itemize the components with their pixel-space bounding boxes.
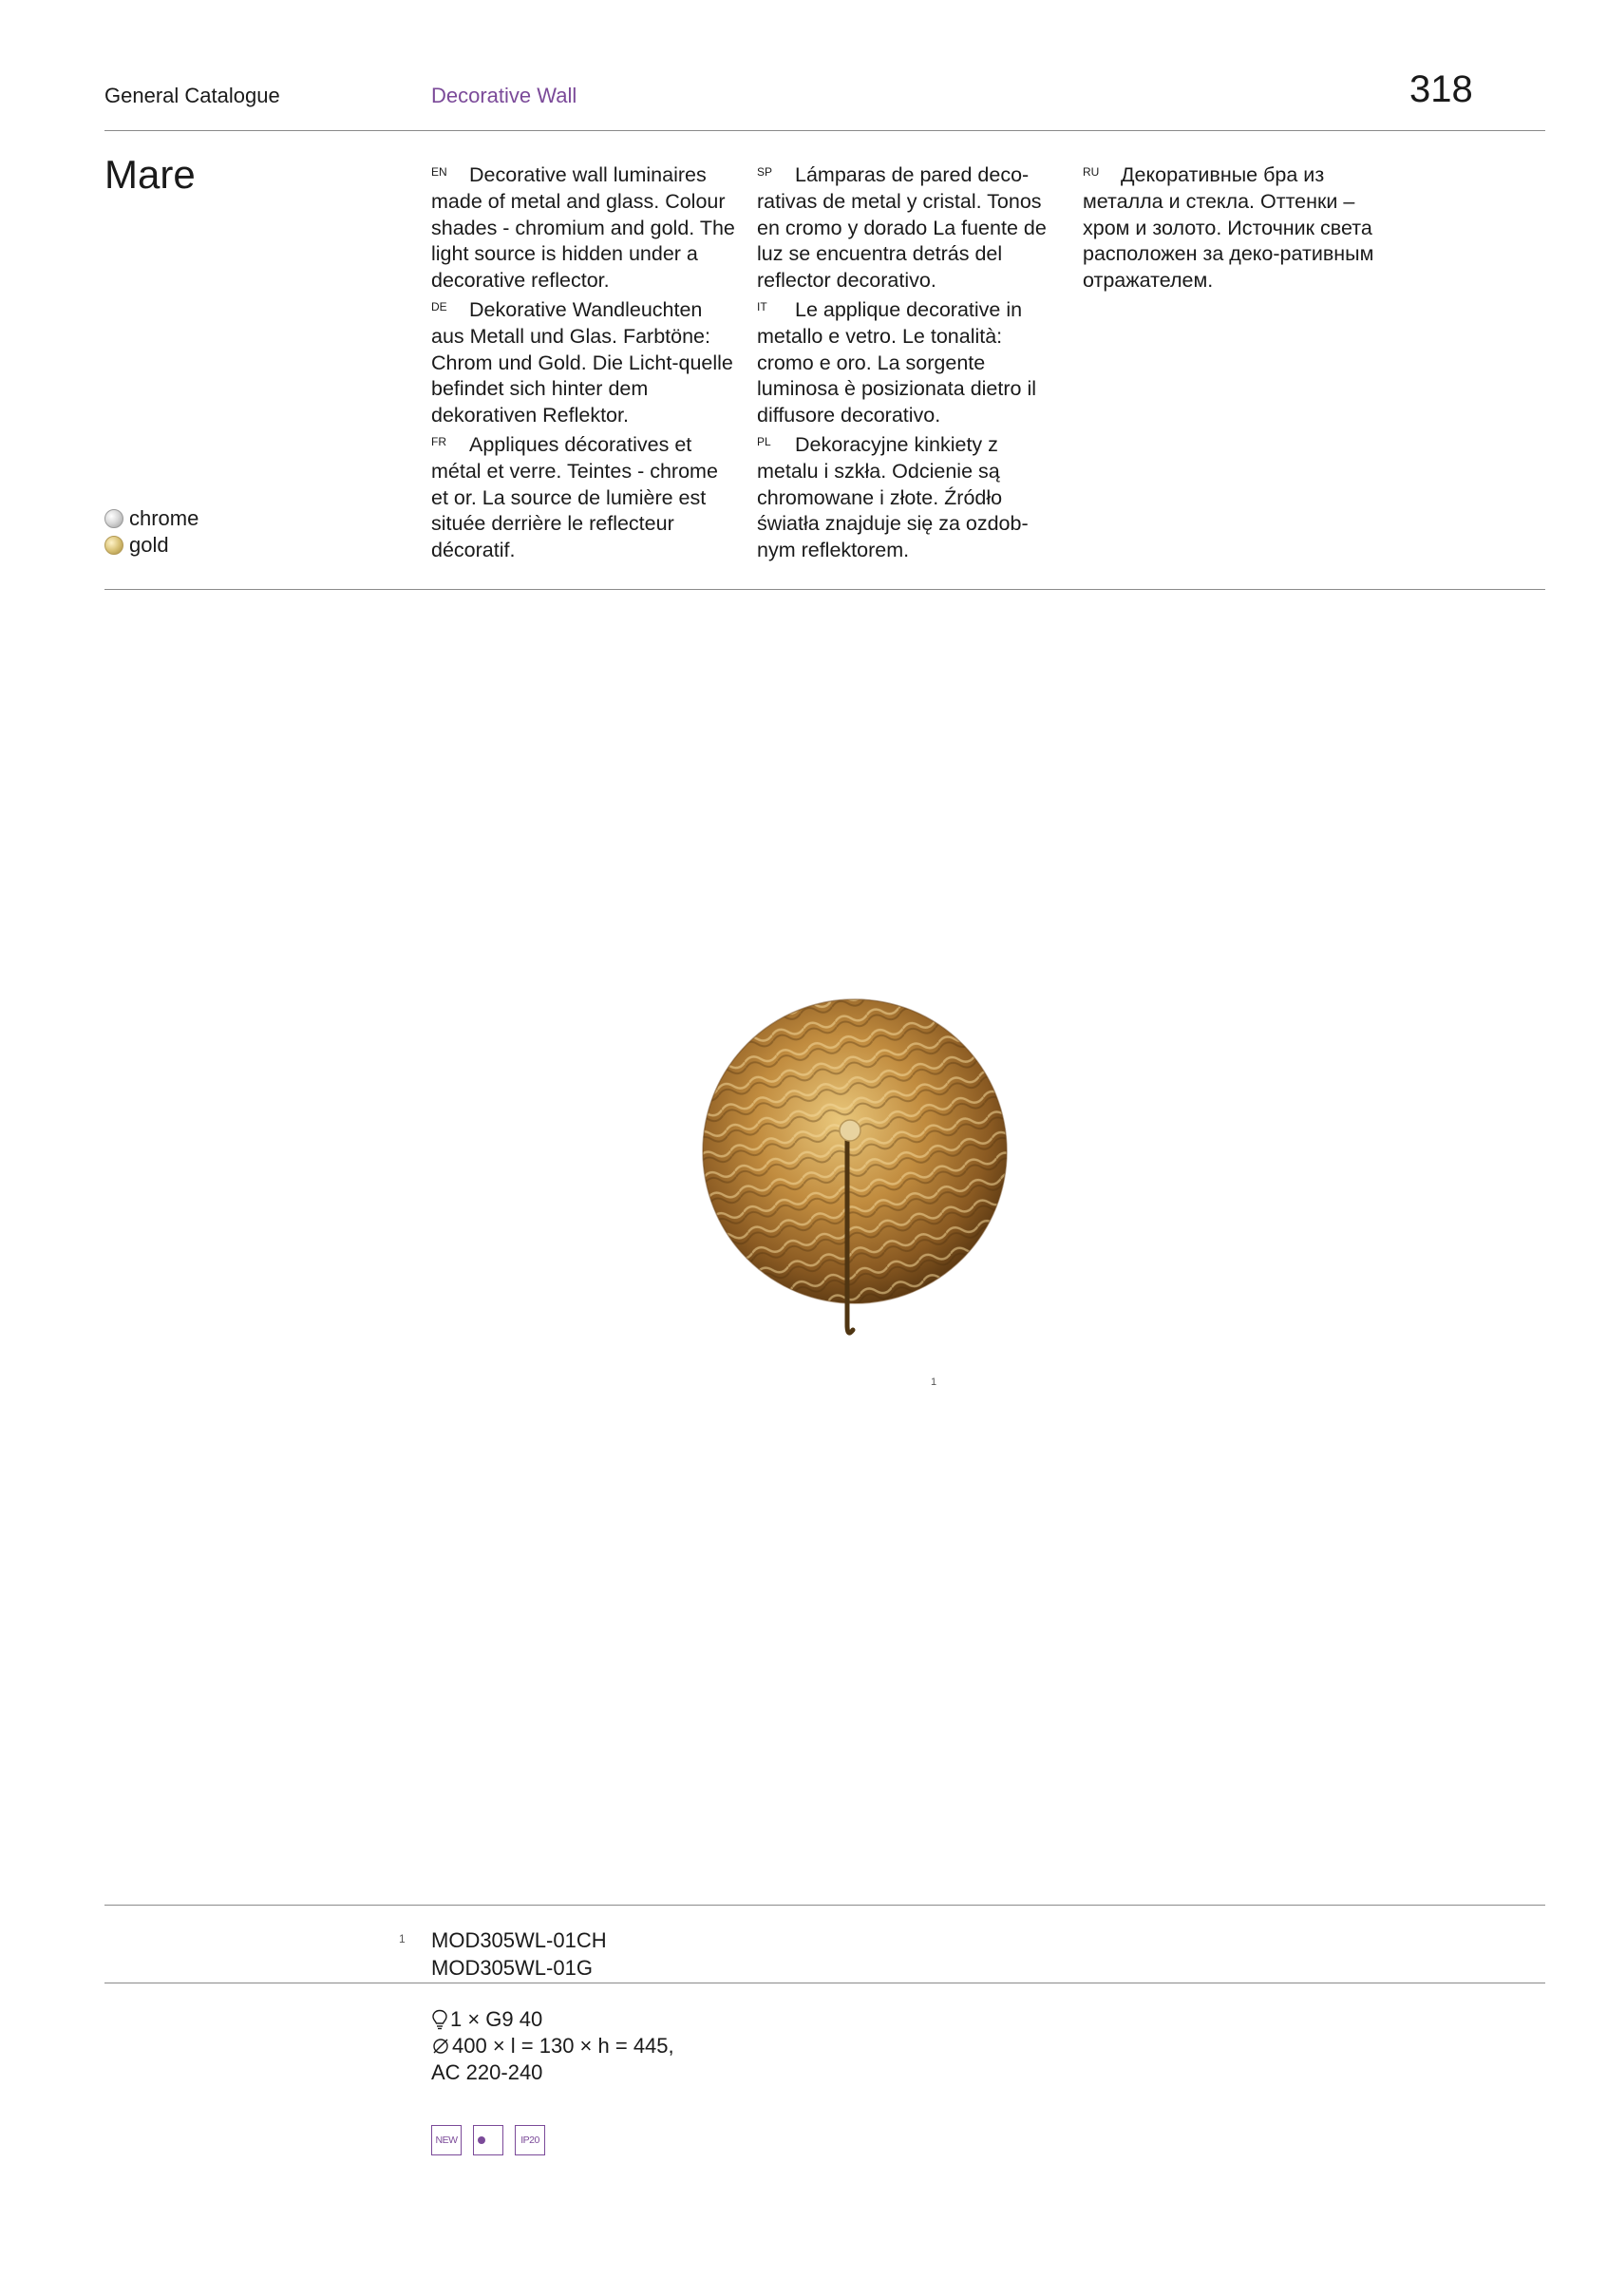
description-en: EN Decorative wall luminaires made of metal and glass. Colour shades - chromium and gold. The light source is hidden under a decorative reflector.	[431, 163, 735, 293]
bulb-icon	[431, 2009, 448, 2030]
description-column-1	[431, 160, 735, 564]
description-de: DE Dekorative Wandleuchten aus Metall und Glas. Farbtöne: Chrom und Gold. Die Licht-quelle befindet sich hinter dem dekorativen Reflektor.	[431, 297, 733, 427]
finish-swatches	[104, 505, 199, 559]
header-divider	[104, 130, 1545, 131]
product-codes	[431, 1926, 607, 1982]
gold-swatch-icon	[104, 536, 123, 555]
finish-chrome[interactable]	[104, 505, 199, 532]
description-ru: RU Декоративные бра из металла и стекла. Оттенки – хром и золото. Источник света расположен за деко-ративным отражателем.	[1083, 163, 1374, 293]
lamp-disc	[698, 997, 1021, 1311]
voltage-spec: AC 220-240	[431, 2060, 543, 2084]
new-badge: NEW	[431, 2125, 462, 2155]
catalogue-title: General Catalogue	[104, 84, 280, 107]
specifications	[431, 2006, 674, 2086]
chrome-swatch-icon	[104, 509, 123, 528]
lamp-spec: 1 × G9 40	[431, 2006, 674, 2033]
diameter-icon	[431, 2037, 450, 2056]
description-sp: SP Lámparas de pared deco-rativas de metal y cristal. Tonos en cromo y dorado La fuente de luz se encuentra detrás del reflector decorativo.	[757, 163, 1047, 293]
category-label[interactable]: Decorative Wall	[431, 84, 577, 107]
ip20-badge: IP20	[515, 2125, 545, 2155]
dimension-spec: 400 × l = 130 × h = 445,	[431, 2033, 674, 2059]
description-fr: FR Appliques décoratives et métal et verre. Teintes - chrome et or. La source de lumière est située derrière le reflecteur décoratif.	[431, 432, 718, 562]
finish-gold[interactable]	[104, 532, 199, 559]
item-divider-top	[104, 1905, 1545, 1906]
section-divider	[104, 589, 1545, 590]
page-number: 318	[1409, 68, 1473, 110]
product-code: MOD305WL-01G	[431, 1956, 593, 1980]
feature-badges	[431, 2125, 545, 2155]
finish-label: gold	[129, 533, 169, 557]
description-it: IT Le applique decorative in metallo e vetro. Le tonalità: cromo e oro. La sorgente luminosa è posizionata dietro il diffusore decorativo.	[757, 297, 1036, 427]
class-badge	[473, 2125, 503, 2155]
dot-icon	[478, 2136, 485, 2144]
product-image	[698, 997, 1021, 1349]
figure-number: 1	[931, 1376, 937, 1388]
description-column-2	[757, 160, 1061, 564]
finish-label: chrome	[129, 506, 199, 530]
item-number: 1	[399, 1932, 406, 1945]
description-pl: PL Dekoracyjne kinkiety z metalu i szkła. Odcienie są chromowane i złote. Źródło światła znajduje się za ozdob-nym reflektorem.	[757, 432, 1029, 562]
product-code: MOD305WL-01CH	[431, 1928, 607, 1952]
product-name: Mare	[104, 152, 196, 197]
description-column-3	[1083, 160, 1377, 294]
